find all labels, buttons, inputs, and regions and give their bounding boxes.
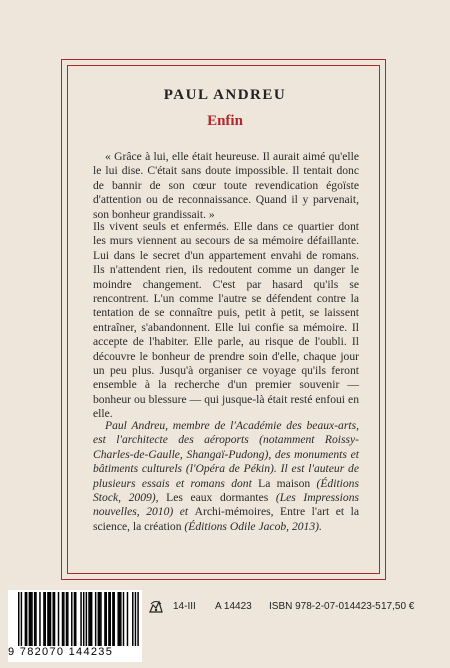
bio-text: Paul Andreu, membre de l'Académie des beaux-arts, est l'architecte des aéroports (notamment Roissy-Charles-de-Gaulle, Shangaï-Pudong), des monuments et bâtiments culturels (l'Opéra de Pékin). Il est l'auteur de plusieurs essais et romans dont xyxy=(93,419,359,490)
barcode-bar xyxy=(50,592,51,646)
barcode-bar xyxy=(106,592,107,646)
barcode-digits: 9 782070 144235 xyxy=(8,646,114,658)
barcode-bars xyxy=(18,592,140,646)
barcode-bar xyxy=(66,592,67,646)
barcode-bar xyxy=(95,592,96,646)
barcode-bar xyxy=(99,592,100,646)
barcode-bar xyxy=(88,592,89,646)
publisher-logo-icon xyxy=(148,598,164,614)
barcode-bar xyxy=(108,592,109,646)
barcode-bar xyxy=(127,592,128,646)
isbn: ISBN 978-2-07-014423-5 xyxy=(269,601,381,612)
barcode-bar xyxy=(91,592,92,646)
barcode-bar xyxy=(54,592,55,646)
quote-paragraph: « Grâce à lui, elle était heureuse. Il aurait aimé qu'elle le lui dise. C'était sans doute impossible. Il tentait donc de bannir de son cœur toute revendication égoïste d'attention ou de reconnaissance. Quand il y parvenait, son bonheur grandissait. » xyxy=(93,150,359,221)
barcode-bar xyxy=(67,592,68,646)
barcode-bar xyxy=(58,592,59,646)
barcode-bar xyxy=(135,592,136,646)
author-name: PAUL ANDREU xyxy=(163,87,287,103)
barcode-bar xyxy=(75,592,76,646)
barcode-bar xyxy=(49,592,50,646)
barcode-bar xyxy=(123,592,124,646)
barcode xyxy=(8,590,142,662)
barcode-bar xyxy=(63,592,64,646)
author-bio xyxy=(93,419,359,534)
barcode-bar xyxy=(113,592,114,646)
barcode-bar xyxy=(35,592,36,646)
barcode-bar xyxy=(100,592,101,646)
bio-text: (Éditions Stock, 2009), xyxy=(93,476,359,505)
bio-text: (Éditions Odile Jacob, 2013). xyxy=(181,519,322,533)
barcode-bar xyxy=(21,592,22,646)
barcode-bar xyxy=(26,592,27,646)
barcode-bar xyxy=(31,592,32,646)
barcode-bar xyxy=(104,592,105,646)
barcode-bar xyxy=(98,592,99,646)
barcode-bar xyxy=(90,592,91,646)
barcode-bar xyxy=(80,592,81,646)
bio-work-title: Archi-mémoires, Entre l'art et la science, la création xyxy=(93,505,359,533)
barcode-bar xyxy=(39,592,40,646)
summary-paragraph: Ils vivent seuls et enfermés. Elle dans ce quartier dont les murs viennent au secours de sa mémoire défaillante. Lui dans le secret d'un appartement envahi de romans. Ils n'attendent rien, ils redoutent comme un danger le moindre changement. C'est par hasard qu'ils se rencontrent. L'un comme l'autre se défendent contre la tentation de se connaître puis, petit à petit, se laissent entraîner, s'abandonnent. Elle lui confie sa mémoire. Il accepte de l'habiter. Elle parle, au risque de l'oubli. Il découvre le bonheur de prendre soin d'elle, chaque jour un peu plus. Jusqu'à organiser ce voyage qu'ils feront ensemble à la recherche d'un premier souvenir — bonheur ou blessure — qui jusque-là était resté enfoui en elle. xyxy=(93,220,359,421)
barcode-bar xyxy=(86,592,87,646)
barcode-bar xyxy=(83,592,84,646)
barcode-bar xyxy=(52,592,53,646)
barcode-bar xyxy=(132,592,133,646)
bio-work-title: La maison xyxy=(258,476,311,490)
price: 17,50 € xyxy=(381,601,415,612)
collection-code: 14-III xyxy=(173,601,196,612)
barcode-bar xyxy=(62,592,63,646)
bio-text: (Les Impressions nouvelles, 2010) et xyxy=(93,491,360,519)
barcode-bar xyxy=(30,592,31,646)
barcode-bar xyxy=(34,592,35,646)
barcode-bar xyxy=(18,592,19,646)
barcode-bar xyxy=(112,592,113,646)
barcode-bar xyxy=(43,592,44,646)
barcode-bar xyxy=(47,592,48,646)
barcode-bar xyxy=(120,592,121,646)
barcode-bar xyxy=(74,592,75,646)
barcode-bar xyxy=(29,592,30,646)
book-title: Enfin xyxy=(207,113,243,129)
bio-work-title: Les eaux dormantes xyxy=(166,491,269,505)
barcode-bar xyxy=(117,592,118,646)
barcode-bar xyxy=(71,592,72,646)
barcode-bar xyxy=(25,592,26,646)
catalog-code: A 14423 xyxy=(215,601,252,612)
barcode-bar xyxy=(137,592,138,646)
barcode-bar xyxy=(119,592,120,646)
barcode-bar xyxy=(110,592,111,646)
barcode-bar xyxy=(45,592,46,646)
